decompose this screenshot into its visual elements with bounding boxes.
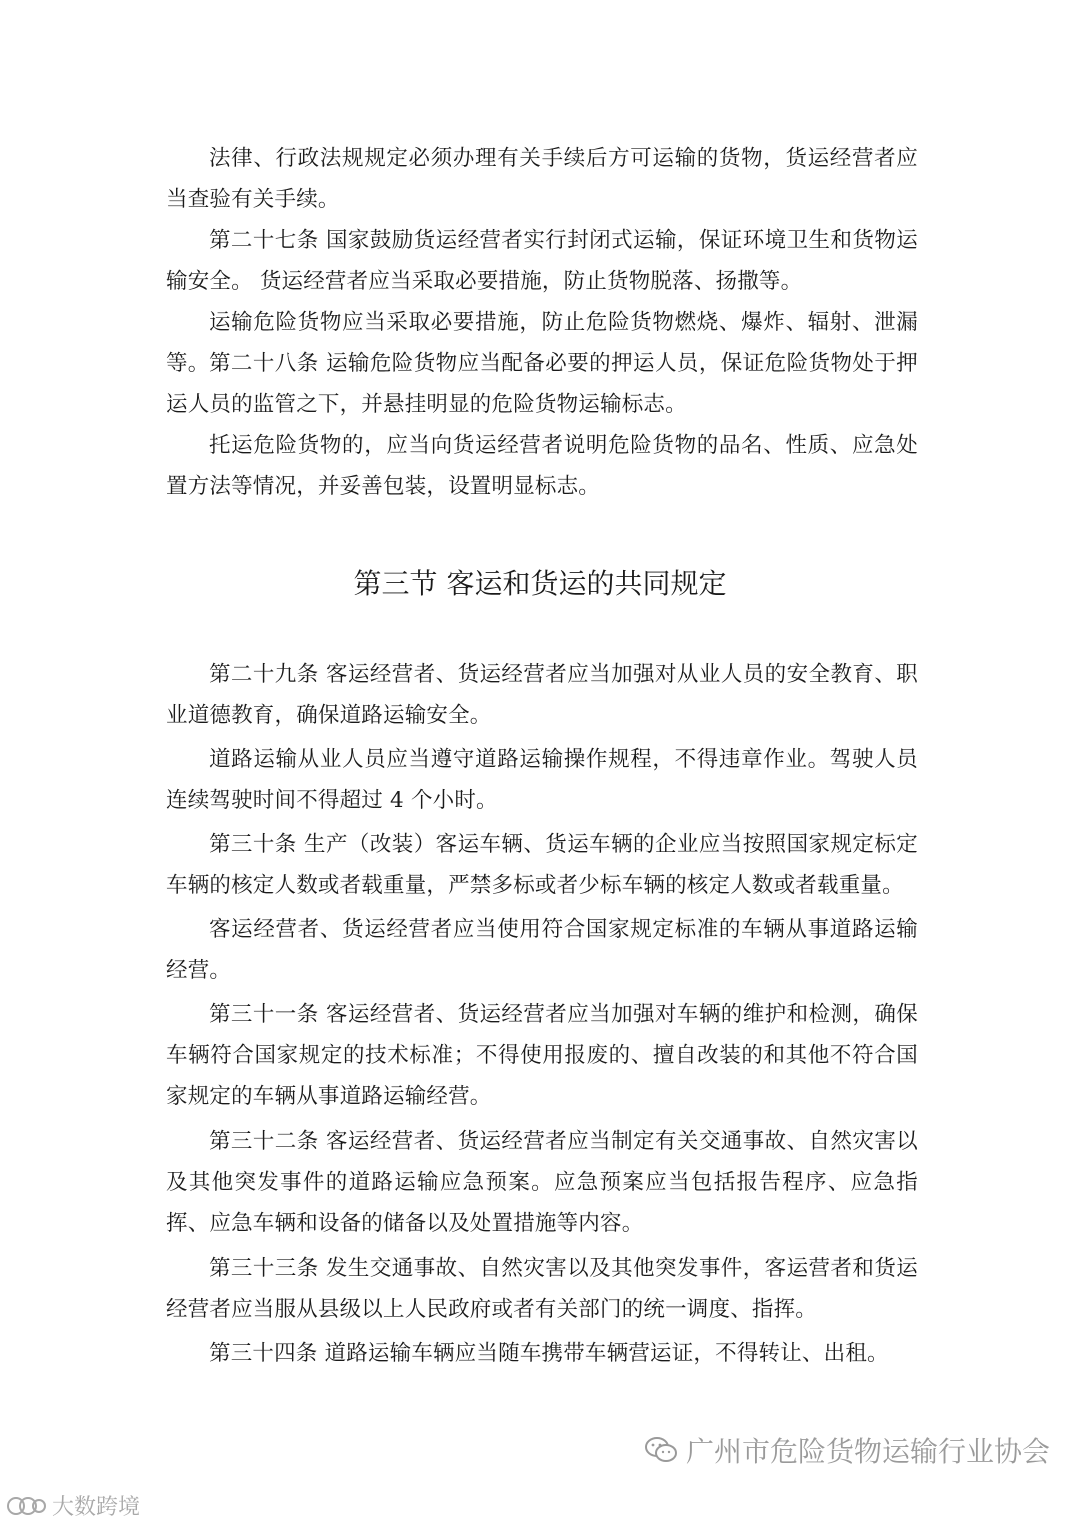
paragraph: 第二十七条 国家鼓励货运经营者实行封闭式运输，保证环境卫生和货物运输安全。 货运经营者应当采取必要措施，防止货物脱落、扬撒等。 <box>166 228 918 294</box>
paragraph: 第三十一条 客运经营者、货运经营者应当加强对车辆的维护和检测，确保车辆符合国家规定的技术标准；不得使用报废的、擅自改装的和其他不符合国家规定的车辆从事道路运输经营。 <box>166 1002 918 1109</box>
organization-watermark <box>644 1430 1050 1470</box>
brand-name: 大数跨境 <box>52 1495 141 1520</box>
paragraph: 第三十条 生产（改装）客运车辆、货运车辆的企业应当按照国家规定标定车辆的核定人数或者载重量，严禁多标或者少标车辆的核定人数或者载重量。 <box>166 832 918 898</box>
paragraph: 第二十八条 运输危险货物应当配备必要的押运人员，保证危险货物处于押运人员的监管之下，并悬挂明显的危险货物运输标志。 <box>166 351 918 417</box>
paragraph: 托运危险货物的，应当向货运经营者说明危险货物的品名、性质、应急处置方法等情况，并妥善包装，设置明显标志。 <box>166 433 918 499</box>
paragraph: 第三十二条 客运经营者、货运经营者应当制定有关交通事故、自然灾害以及其他突发事件的道路运输应急预案。应急预案应当包括报告程序、应急指挥、应急车辆和设备的储备以及处置措施等内容。 <box>166 1129 918 1236</box>
brand-logo-icon <box>6 1495 48 1517</box>
paragraph: 道路运输从业人员应当遵守道路运输操作规程，不得违章作业。驾驶人员连续驾驶时间不得超过 4 个小时。 <box>166 747 918 813</box>
paragraph: 运输危险货物应当采取必要措施，防止危险货物燃烧、爆炸、辐射、泄漏等。 <box>166 310 918 376</box>
paragraph: 第二十九条 客运经营者、货运经营者应当加强对从业人员的安全教育、职业道德教育，确保道路运输安全。 <box>166 662 918 728</box>
brand-watermark <box>6 1490 140 1521</box>
section-heading: 第三节 客运和货运的共同规定 <box>353 567 727 600</box>
wechat-icon <box>644 1436 678 1464</box>
organization-name: 广州市危险货物运输行业协会 <box>685 1435 1050 1468</box>
paragraph: 客运经营者、货运经营者应当使用符合国家规定标准的车辆从事道路运输经营。 <box>166 917 918 983</box>
paragraph: 法律、行政法规规定必须办理有关手续后方可运输的货物，货运经营者应当查验有关手续。 <box>166 146 918 212</box>
paragraph: 第三十四条 道路运输车辆应当随车携带车辆营运证，不得转让、出租。 <box>209 1341 889 1366</box>
paragraph: 第三十三条 发生交通事故、自然灾害以及其他突发事件，客运营者和货运经营者应当服从县级以上人民政府或者有关部门的统一调度、指挥。 <box>166 1256 918 1322</box>
